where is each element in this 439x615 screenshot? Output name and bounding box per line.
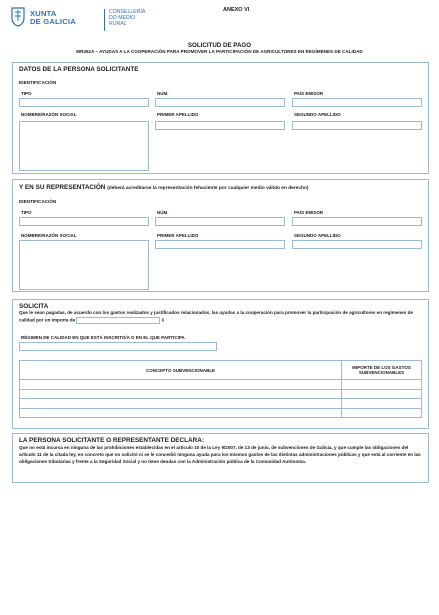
request-text [19,310,424,324]
applicant-surname2-field[interactable] [292,121,422,130]
applicant-name-field[interactable] [19,121,149,171]
applicant-heading: DATOS DE LA PERSONA SOLICITANTE [19,66,139,73]
representative-heading-note: (deberá acreditarse la representación fehaciente por cualquier medio válido en derecho) [107,186,309,191]
applicant-surname1-label: PRIMER APELLIDO [157,112,199,117]
amount-cell[interactable] [342,380,422,390]
declaration-section [12,433,429,483]
form-subtitle: MR362A – AYUDAS A LA COOPERACIÓN PARA PROMOVER LA PARTICIPACIÓN DE AGRICULTORES EN REGÍMENES DE CALIDAD [76,49,363,54]
form-title: SOLICITUD DE PAGO [187,42,252,49]
expenses-table [19,360,422,418]
request-heading: SOLICITA [19,303,49,310]
representative-surname2-label: SEGUNDO APELLIDO [294,233,341,238]
applicant-type-label: TIPO [21,91,32,96]
applicant-country-field[interactable] [292,98,422,107]
logo-org-name: XUNTA DE GALICIA [30,9,76,26]
logo-divider [104,9,105,31]
concept-cell[interactable] [20,408,342,418]
representative-type-label: TIPO [21,210,32,215]
quality-scheme-field[interactable] [19,342,217,351]
request-text-body: Que le sean pagadas, de acuerdo con los gastos realizados y justificados relacionados, las ayudas a la cooperación para promover la participación de agricultores en regímenes de calidad por un importe de [19,310,413,323]
applicant-number-label: NÚM. [157,91,169,96]
concept-cell[interactable] [20,399,342,409]
representative-number-label: NÚM. [157,210,169,215]
request-section [12,299,429,429]
concept-column-header: CONCEPTO SUBVENCIONABLE [20,361,342,380]
representative-name-field[interactable] [19,240,149,290]
declaration-text: Que no está incursa en ninguna de las prohibiciones establecidas en el artículo 10 de la Ley 9/2007, de 13 de junio, de subvenciones de Galicia, y que cumple las obligaciones del artículo 11 de la citada ley, en concreto que no solicitó ni se le concedió ninguna ayuda para los mismos gastos de las distintas administraciones públicas y que está al corriente en las obligaciones tributarias y frente a la Seguridad Social y no tiene deudas con la Administración pública de la Comunidad Autónoma. [19,445,421,464]
representative-country-label: PAÍS EMISOR [294,210,324,215]
representative-number-field[interactable] [155,217,285,226]
expenses-table-header [20,361,422,380]
xunta-emblem-icon [10,7,26,27]
applicant-surname1-field[interactable] [155,121,285,130]
amount-column-header: IMPORTE DE LOS GASTOS SUBVENCIONABLES [342,361,422,380]
declaration-heading: LA PERSONA SOLICITANTE O REPRESENTANTE DECLARA: [19,437,204,444]
concept-cell[interactable] [20,389,342,399]
applicant-type-field[interactable] [19,98,149,107]
request-amount-field[interactable] [76,317,160,324]
representative-heading [19,184,308,191]
logo-department: CONSELLERÍA DO MEDIO RURAL [109,9,146,27]
amount-cell[interactable] [342,408,422,418]
applicant-country-label: PAÍS EMISOR [294,91,324,96]
representative-identification-label: IDENTIFICACIÓN [19,199,57,204]
amount-cell[interactable] [342,389,422,399]
representative-heading-title: Y EN SU REPRESENTACIÓN [19,184,106,191]
representative-surname1-field[interactable] [155,240,285,249]
concept-cell[interactable] [20,380,342,390]
applicant-number-field[interactable] [155,98,285,107]
representative-name-label: NOMBRE/RAZÓN SOCIAL [21,233,77,238]
representative-type-field[interactable] [19,217,149,226]
xunta-logo [10,7,180,35]
applicant-section [12,62,429,174]
amount-cell[interactable] [342,399,422,409]
table-row [20,389,422,399]
applicant-surname2-label: SEGUNDO APELLIDO [294,112,341,117]
quality-scheme-label: RÉGIMEN DE CALIDAD EN QUE ESTÁ INSCRITO/A O EN EL QUE PARTICIPA [21,335,185,340]
representative-country-field[interactable] [292,217,422,226]
table-row [20,408,422,418]
representative-surname2-field[interactable] [292,240,422,249]
table-row [20,399,422,409]
table-row [20,380,422,390]
request-currency: € [161,317,165,323]
representative-surname1-label: PRIMER APELLIDO [157,233,199,238]
applicant-name-label: NOMBRE/RAZÓN SOCIAL [21,112,77,117]
annex-label: ANEXO VI [223,7,250,13]
representative-section [12,179,429,292]
applicant-identification-label: IDENTIFICACIÓN [19,80,57,85]
